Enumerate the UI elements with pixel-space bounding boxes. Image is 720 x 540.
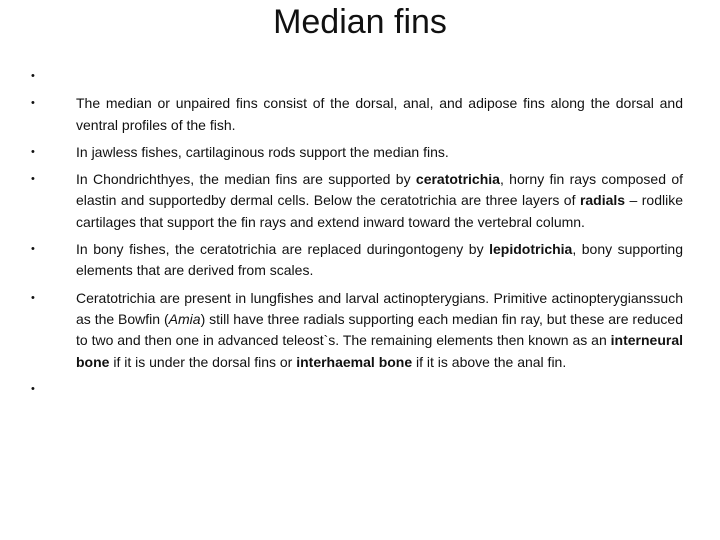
bullet-text: [76, 142, 683, 163]
bullet-item: [28, 169, 683, 233]
text-run: – rodlike cartilages that support the fin rays and extend inward toward the vertebral column.: [76, 192, 683, 230]
bullet-marker: •: [31, 382, 35, 395]
bold-term: interhaemal bone: [296, 353, 413, 370]
page-title: Median fins: [273, 3, 447, 41]
bullet-item: [28, 288, 683, 373]
bullet-text: [76, 93, 683, 136]
text-run: Ceratotrichia are present in lungfishes and larval actinopterygians. Primitive actinopterygianssuch as the Bowfin (: [76, 289, 683, 327]
bold-term: ceratotrichia: [415, 171, 500, 188]
text-run: The median or unpaired fins consist of the dorsal, anal, and adipose fins along the dorsal and ventral profiles of the fish.: [76, 95, 683, 133]
bullet-item: [28, 142, 683, 163]
bold-term: lepidotrichia: [489, 241, 573, 258]
bullet-text: [76, 288, 683, 373]
bullet-marker: •: [31, 243, 35, 256]
bullet-text: [76, 239, 683, 282]
text-run: , bony supporting elements that are derived from scales.: [76, 241, 684, 279]
bullet-marker: •: [31, 70, 35, 82]
text-run: if it is under the dorsal fins or: [109, 353, 297, 370]
bold-term: interneural bone: [76, 332, 683, 370]
text-run: In bony fishes, the ceratotrichia are replaced duringontogeny by: [76, 241, 490, 258]
bullet-marker: •: [31, 291, 35, 304]
text-run: if it is above the anal fin.: [412, 353, 567, 370]
bullet-marker: •: [31, 173, 35, 186]
bullet-item: [28, 93, 683, 136]
bullet-item: [28, 66, 683, 87]
text-run: ) still have three radials supporting each median fin ray, but these are reduced to two and then one in advanced teleost`s. The remaining elements then known as an: [76, 310, 683, 349]
bullet-text: [76, 169, 683, 233]
bullet-item: [28, 379, 683, 400]
bullet-marker: •: [31, 97, 35, 110]
text-run: , horny fin rays composed of elastin and supportedby dermal cells. Below the ceratotrichia are three layers of: [76, 171, 683, 209]
bold-term: radials: [579, 192, 626, 209]
bullet-list: [28, 66, 683, 400]
text-run: In jawless fishes, cartilaginous rods support the median fins.: [76, 143, 449, 160]
bullet-marker: •: [31, 145, 35, 158]
text-run: In Chondrichthyes, the median fins are supported by: [76, 171, 416, 188]
italic-term: Amia: [168, 310, 201, 327]
bullet-item: [28, 239, 683, 282]
